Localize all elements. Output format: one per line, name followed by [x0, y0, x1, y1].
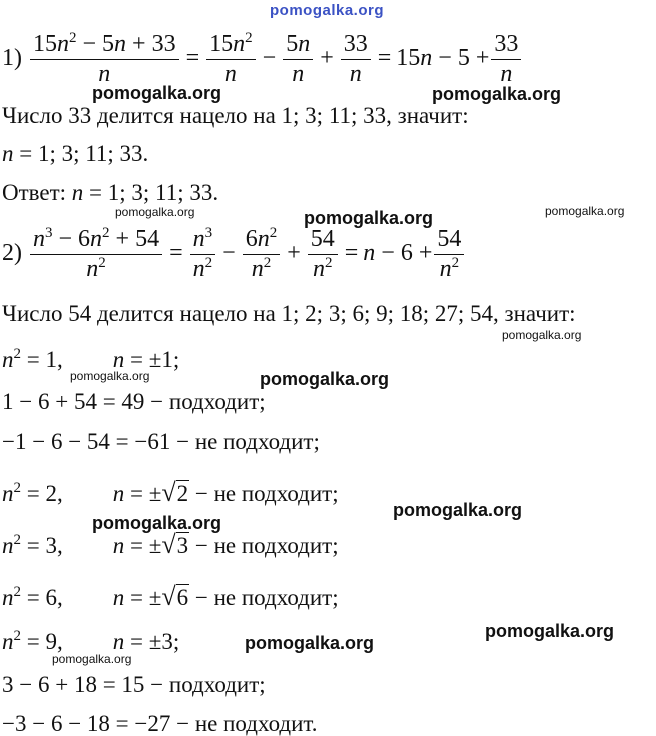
- part1-label: 1): [2, 45, 22, 72]
- site-header-watermark: pomogalka.org: [270, 2, 385, 19]
- watermark: pomogalka.org: [502, 328, 582, 342]
- part1-n-values: n = 1; 3; 11; 33.: [2, 141, 149, 166]
- part1-equation: 1) $\frac{15n^2 - 5n + 33}{n}$ = $\frac{15n^2}{n}$ − $\frac{5n}{n}$ + $\frac{33}{n}$ = 15n − 5 + $\frac{33}{n}$: [2, 32, 523, 87]
- case-n2-eq-1: $n^2 = 1$, n = ±1;: [2, 346, 180, 372]
- part1-answer-label: Ответ:: [2, 180, 67, 205]
- check-neg27: −3 − 6 − 18 = −27 − не подходит.: [2, 711, 318, 736]
- case-n2-eq-2: $n^2 = 2$, n = ±√2 − не подходит;: [2, 478, 339, 507]
- part2-equation: 2) $\frac{n^3 - 6n^2 + 54}{n^2}$ = $\frac{n^3}{n^2}$ − $\frac{6n^2}{n^2}$ + $\frac{54}{n^2}$ = n − 6 + $\frac{54}{n^2}$: [2, 227, 466, 282]
- watermark: pomogalka.org: [92, 83, 222, 103]
- watermark: pomogalka.org: [485, 621, 615, 641]
- part2-divisors-text: Число 54 делится нацело на 1; 2; 3; 6; 9; 18; 27; 54, значит:: [2, 301, 576, 326]
- check-15: 3 − 6 + 18 = 15 − подходит;: [2, 672, 266, 697]
- part1-divisors-text: Число 33 делится нацело на 1; 3; 11; 33, значит:: [2, 103, 469, 128]
- watermark: pomogalka.org: [393, 500, 523, 520]
- watermark: pomogalka.org: [70, 369, 150, 383]
- part1-fraction-c: $\frac{33}{n}$: [341, 32, 371, 87]
- watermark: pomogalka.org: [260, 369, 390, 389]
- part2-fraction-b: $\frac{6n^2}{n^2}$: [243, 227, 281, 282]
- part1-fraction-main: $\frac{15n^2 - 5n + 33}{n}$: [30, 32, 179, 87]
- part2-label: 2): [2, 240, 22, 267]
- part1-answer: Ответ: n = 1; 3; 11; 33.: [2, 180, 219, 205]
- not-fit-2: − не подходит;: [194, 481, 339, 506]
- watermark: pomogalka.org: [115, 205, 195, 219]
- part2-fraction-a: $\frac{n^3}{n^2}$: [190, 227, 216, 282]
- case-n2-eq-3: $n^2 = 3$, n = ±√3 − не подходит;: [2, 530, 339, 559]
- part1-fraction-a: $\frac{15n^2}{n}$: [206, 32, 256, 87]
- not-fit-3: − не подходит;: [194, 533, 339, 558]
- case-n2-eq-6: $n^2 = 6$, n = ±√6 − не подходит;: [2, 582, 339, 611]
- case-n2-eq-9: $n^2 = 9$, n = ±3;: [2, 628, 180, 654]
- watermark: pomogalka.org: [304, 208, 434, 228]
- check-neg61: −1 − 6 − 54 = −61 − не подходит;: [2, 429, 320, 454]
- part2-fraction-c: $\frac{54}{n^2}$: [308, 227, 338, 282]
- not-fit-6: − не подходит;: [194, 585, 339, 610]
- part2-fraction-result: $\frac{54}{n^2}$: [434, 227, 464, 282]
- part1-fraction-b: $\frac{5n}{n}$: [283, 32, 313, 87]
- part2-fraction-main: $\frac{n^3 - 6n^2 + 54}{n^2}$: [30, 227, 162, 282]
- watermark: pomogalka.org: [92, 513, 222, 533]
- watermark: pomogalka.org: [245, 633, 375, 653]
- watermark: pomogalka.org: [545, 204, 625, 218]
- watermark: pomogalka.org: [52, 652, 132, 666]
- part1-fraction-result: $\frac{33}{n}$: [491, 32, 521, 87]
- watermark: pomogalka.org: [432, 84, 562, 104]
- check-49: 1 − 6 + 54 = 49 − подходит;: [2, 389, 266, 414]
